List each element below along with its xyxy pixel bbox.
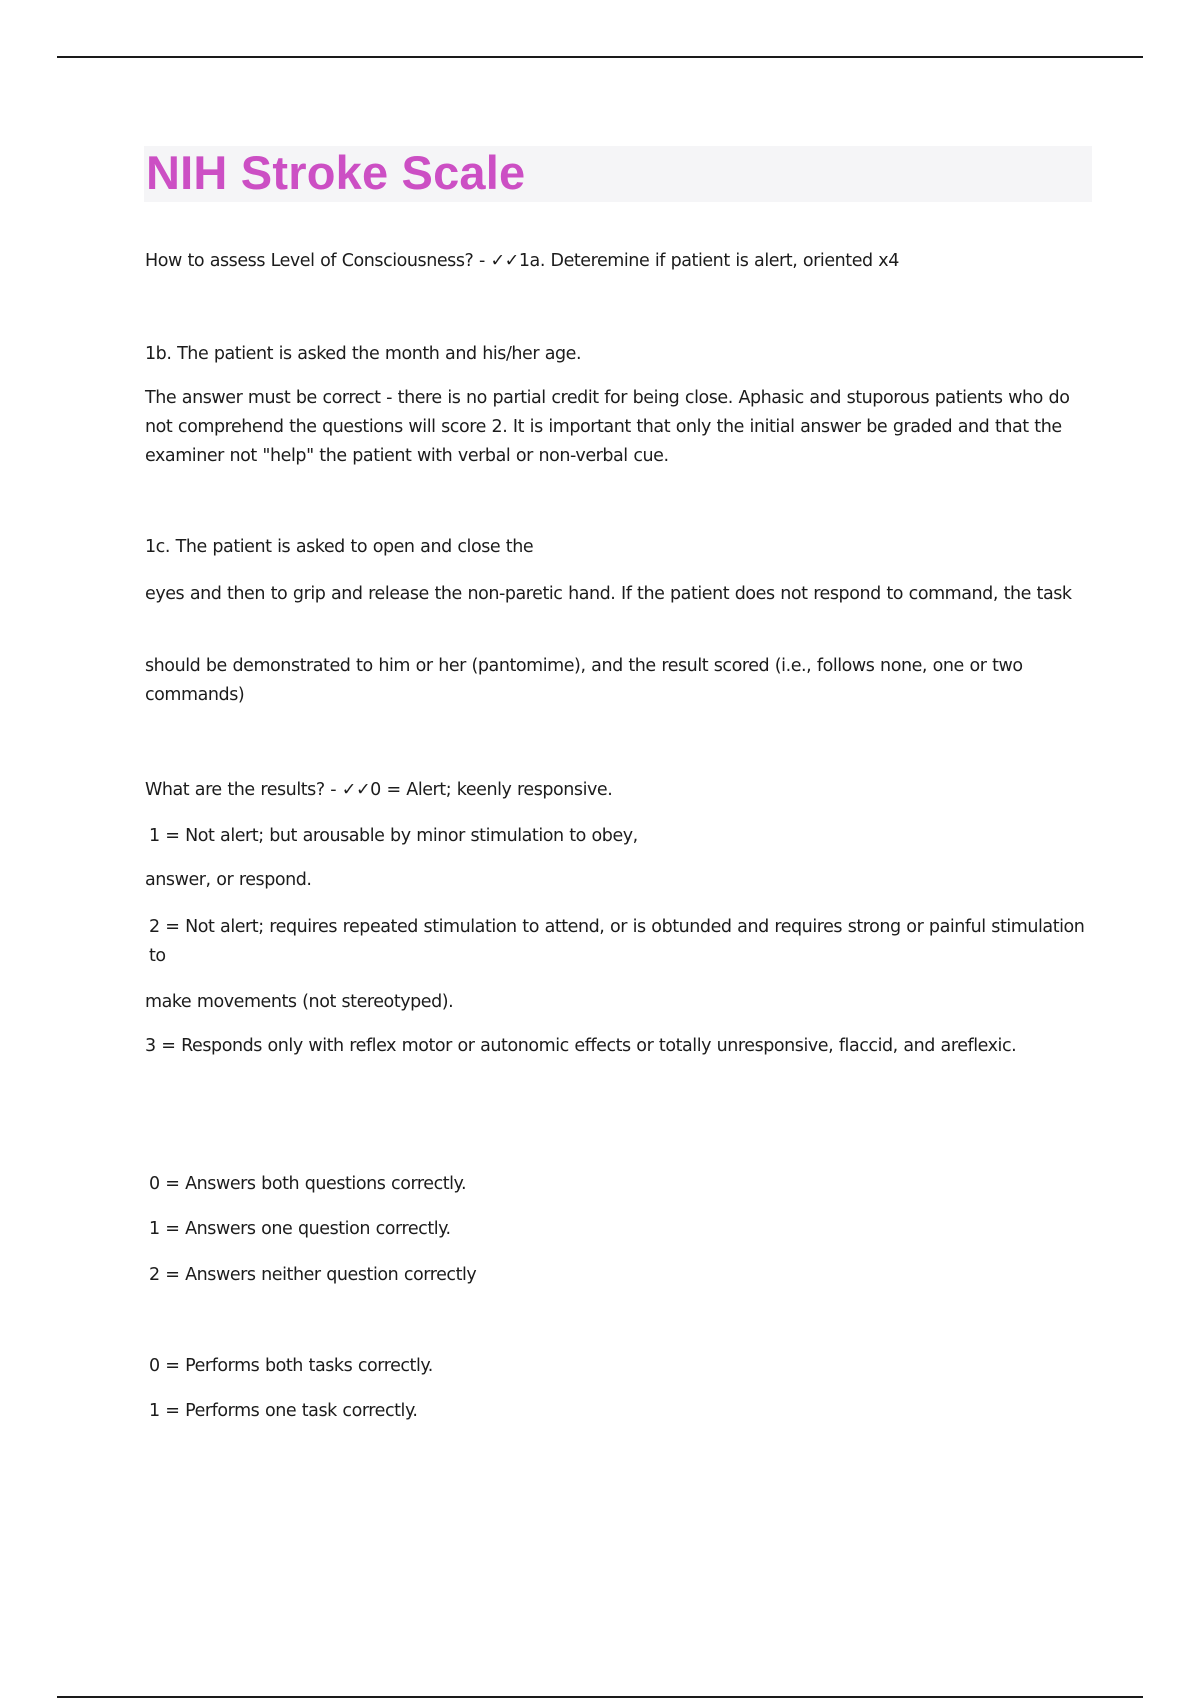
paragraph-1b: 1b. The patient is asked the month and his/her age. xyxy=(145,344,582,364)
paragraph-pantomime: should be demonstrated to him or her (pantomime), and the result scored (i.e., follows none, one or two commands) xyxy=(145,656,1023,705)
task-score-0: 0 = Performs both tasks correctly. xyxy=(149,1356,433,1376)
task-score-1: 1 = Performs one task correctly. xyxy=(149,1401,418,1421)
result-item-1-continued: answer, or respond. xyxy=(145,870,312,890)
page-title: NIH Stroke Scale xyxy=(146,146,526,199)
paragraph-loc-question: How to assess Level of Consciousness? - ✓✓1a. Deteremine if patient is alert, oriented x4 xyxy=(145,251,899,271)
result-item-2: 2 = Not alert; requires repeated stimulation to attend, or is obtunded and requires strong or painful stimulation to xyxy=(149,917,1085,966)
paragraph-results-question: What are the results? - ✓✓0 = Alert; keenly responsive. xyxy=(145,780,613,800)
result-item-1: 1 = Not alert; but arousable by minor stimulation to obey, xyxy=(149,826,638,846)
paragraph-answer-rules: The answer must be correct - there is no partial credit for being close. Aphasic and stuporous patients who do not comprehend the questions will score 2. It is important that only the initial answer be graded and that the examiner not "help" the patient with verbal or non-verbal cue. xyxy=(145,388,1070,466)
paragraph-1c-continued: eyes and then to grip and release the non-paretic hand. If the patient does not respond to command, the task xyxy=(145,584,1072,604)
answer-score-0: 0 = Answers both questions correctly. xyxy=(149,1174,467,1194)
result-item-3: 3 = Responds only with reflex motor or autonomic effects or totally unresponsive, flaccid, and areflexic. xyxy=(145,1036,1017,1056)
top-divider xyxy=(57,56,1143,58)
answer-score-1: 1 = Answers one question correctly. xyxy=(149,1219,451,1239)
paragraph-1c: 1c. The patient is asked to open and close the xyxy=(145,537,534,557)
answer-score-2: 2 = Answers neither question correctly xyxy=(149,1265,477,1285)
result-item-2-continued: make movements (not stereotyped). xyxy=(145,992,454,1012)
bottom-divider xyxy=(57,1696,1143,1698)
